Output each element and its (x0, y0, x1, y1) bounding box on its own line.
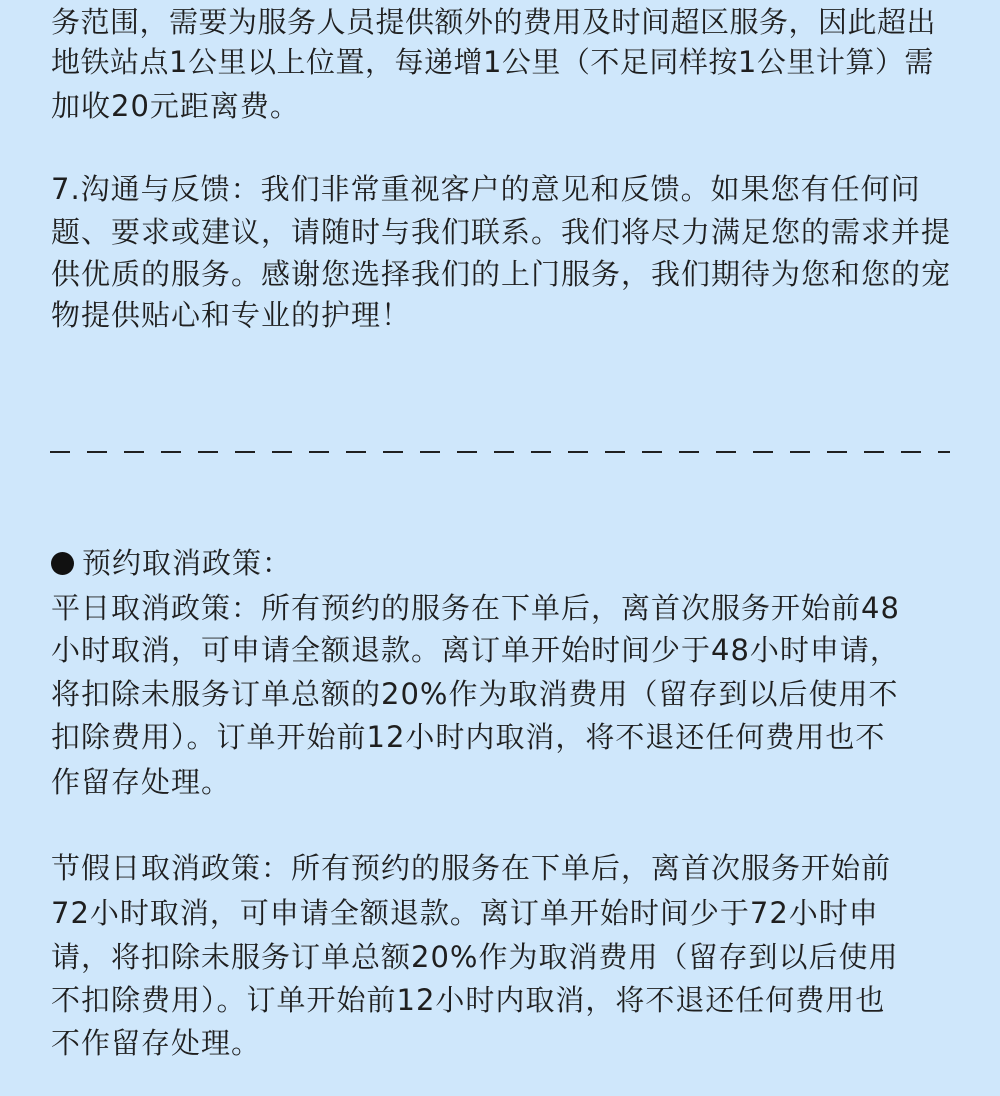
intro-line-1: 务范围，需要为服务人员提供额外的费用及时间超区服务，因此超出 (51, 5, 937, 39)
holiday-policy-line-3: 请，将扣除未服务订单总额20%作为取消费用（留存到以后使用 (51, 940, 899, 974)
communication-line-2: 题、要求或建议，请随时与我们联系。我们将尽力满足您的需求并提 (51, 215, 952, 249)
communication-line-3: 供优质的服务。感谢您选择我们的上门服务，我们期待为您和您的宠 (51, 257, 952, 291)
holiday-policy-line-2: 72小时取消，可申请全额退款。离订单开始时间少于72小时申 (51, 896, 879, 930)
communication-line-4: 物提供贴心和专业的护理！ (51, 298, 412, 332)
intro-line-2: 地铁站点1公里以上位置，每递增1公里（不足同样按1公里计算）需 (51, 45, 934, 79)
cancellation-title: 预约取消政策： (82, 546, 293, 580)
weekday-policy-line-3: 将扣除未服务订单总额的20%作为取消费用（留存到以后使用不 (51, 677, 899, 711)
holiday-policy-line-5: 不作留存处理。 (51, 1026, 262, 1060)
communication-line-1: 7.沟通与反馈：我们非常重视客户的意见和反馈。如果您有任何问 (51, 172, 921, 206)
section-divider (50, 451, 950, 453)
bullet-icon (51, 552, 74, 575)
weekday-policy-line-2: 小时取消，可申请全额退款。离订单开始时间少于48小时申请， (51, 633, 900, 667)
holiday-policy-line-1: 节假日取消政策：所有预约的服务在下单后，离首次服务开始前 (51, 851, 892, 885)
cancellation-section-heading (51, 541, 292, 585)
intro-line-3: 加收20元距离费。 (51, 89, 300, 123)
holiday-policy-line-4: 不扣除费用）。订单开始前12小时内取消，将不退还任何费用也 (51, 983, 886, 1017)
weekday-policy-line-5: 作留存处理。 (51, 765, 232, 799)
weekday-policy-line-1: 平日取消政策：所有预约的服务在下单后，离首次服务开始前48 (51, 591, 900, 625)
weekday-policy-line-4: 扣除费用）。订单开始前12小时内取消，将不退还任何费用也不 (51, 720, 886, 754)
